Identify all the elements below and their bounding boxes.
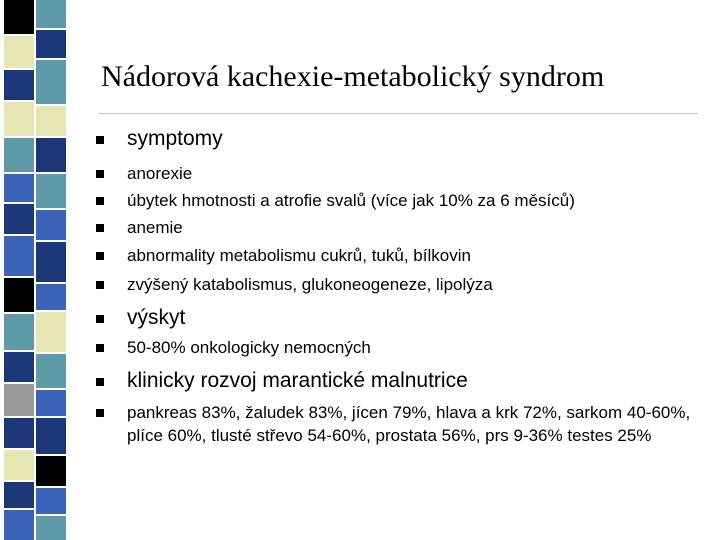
list-item-text: pankreas 83%, žaludek 83%, jícen 79%, hlava a krk 72%, sarkom 40-60%, plíce 60%, tlusté střevo 54-60%, prostata 56%, prs 9-36% testes 25% [127,403,691,445]
sidebar-block [36,456,66,486]
sidebar-block [36,106,66,136]
sidebar-block [36,354,66,388]
list-item-text: 50-80% onkologicky nemocných [127,338,371,357]
sidebar-block [4,36,34,68]
sidebar-block [36,516,66,540]
sidebar-block [36,0,66,28]
sidebar-block [4,450,34,480]
sidebar-block [4,482,34,508]
sidebar-block [36,30,66,58]
sidebar-block [4,70,34,100]
sidebar-block [36,242,66,282]
list-item-text: abnormality metabolismu cukrů, tuků, bílkovin [127,246,471,265]
sidebar-block [36,174,66,208]
list-item-text: úbytek hmotnosti a atrofie svalů (více jak 10% za 6 měsíců) [127,191,575,210]
square-bullet-icon [96,315,104,323]
list-item-text: zvýšený katabolismus, glukoneogeneze, lipolýza [127,275,493,294]
slide-title: Nádorová kachexie-metabolický syndrom [101,60,605,93]
sidebar-block [4,102,34,136]
sidebar-block [4,510,34,540]
sidebar-block [36,418,66,454]
decorative-sidebar [0,0,66,540]
list-item-text: anemie [127,218,183,237]
square-bullet-icon [96,409,104,417]
sidebar-block [36,488,66,514]
square-bullet-icon [96,136,104,144]
list-item-text: výskyt [127,306,186,329]
title-divider [98,113,698,114]
sidebar-block [4,236,34,276]
list-item-text: symptomy [127,127,223,150]
list-item-text: klinicky rozvoj marantické malnutrice [127,369,468,392]
sidebar-block [4,278,34,312]
square-bullet-icon [96,170,104,178]
sidebar-block [4,352,34,382]
sidebar-block [36,390,66,416]
sidebar-block [36,284,66,310]
sidebar-block [36,312,66,352]
sidebar-block [4,0,34,34]
sidebar-block [36,210,66,240]
sidebar-block [4,314,34,350]
list-item-text: anorexie [127,164,193,183]
sidebar-block [36,60,66,104]
sidebar-block [36,138,66,172]
sidebar-block [4,384,34,416]
square-bullet-icon [96,197,104,205]
sidebar-block [4,204,34,234]
sidebar-block [4,138,34,172]
square-bullet-icon [96,344,104,352]
square-bullet-icon [96,378,104,386]
square-bullet-icon [96,224,104,232]
square-bullet-icon [96,281,104,289]
sidebar-block [4,174,34,202]
square-bullet-icon [96,252,104,260]
sidebar-block [4,418,34,448]
